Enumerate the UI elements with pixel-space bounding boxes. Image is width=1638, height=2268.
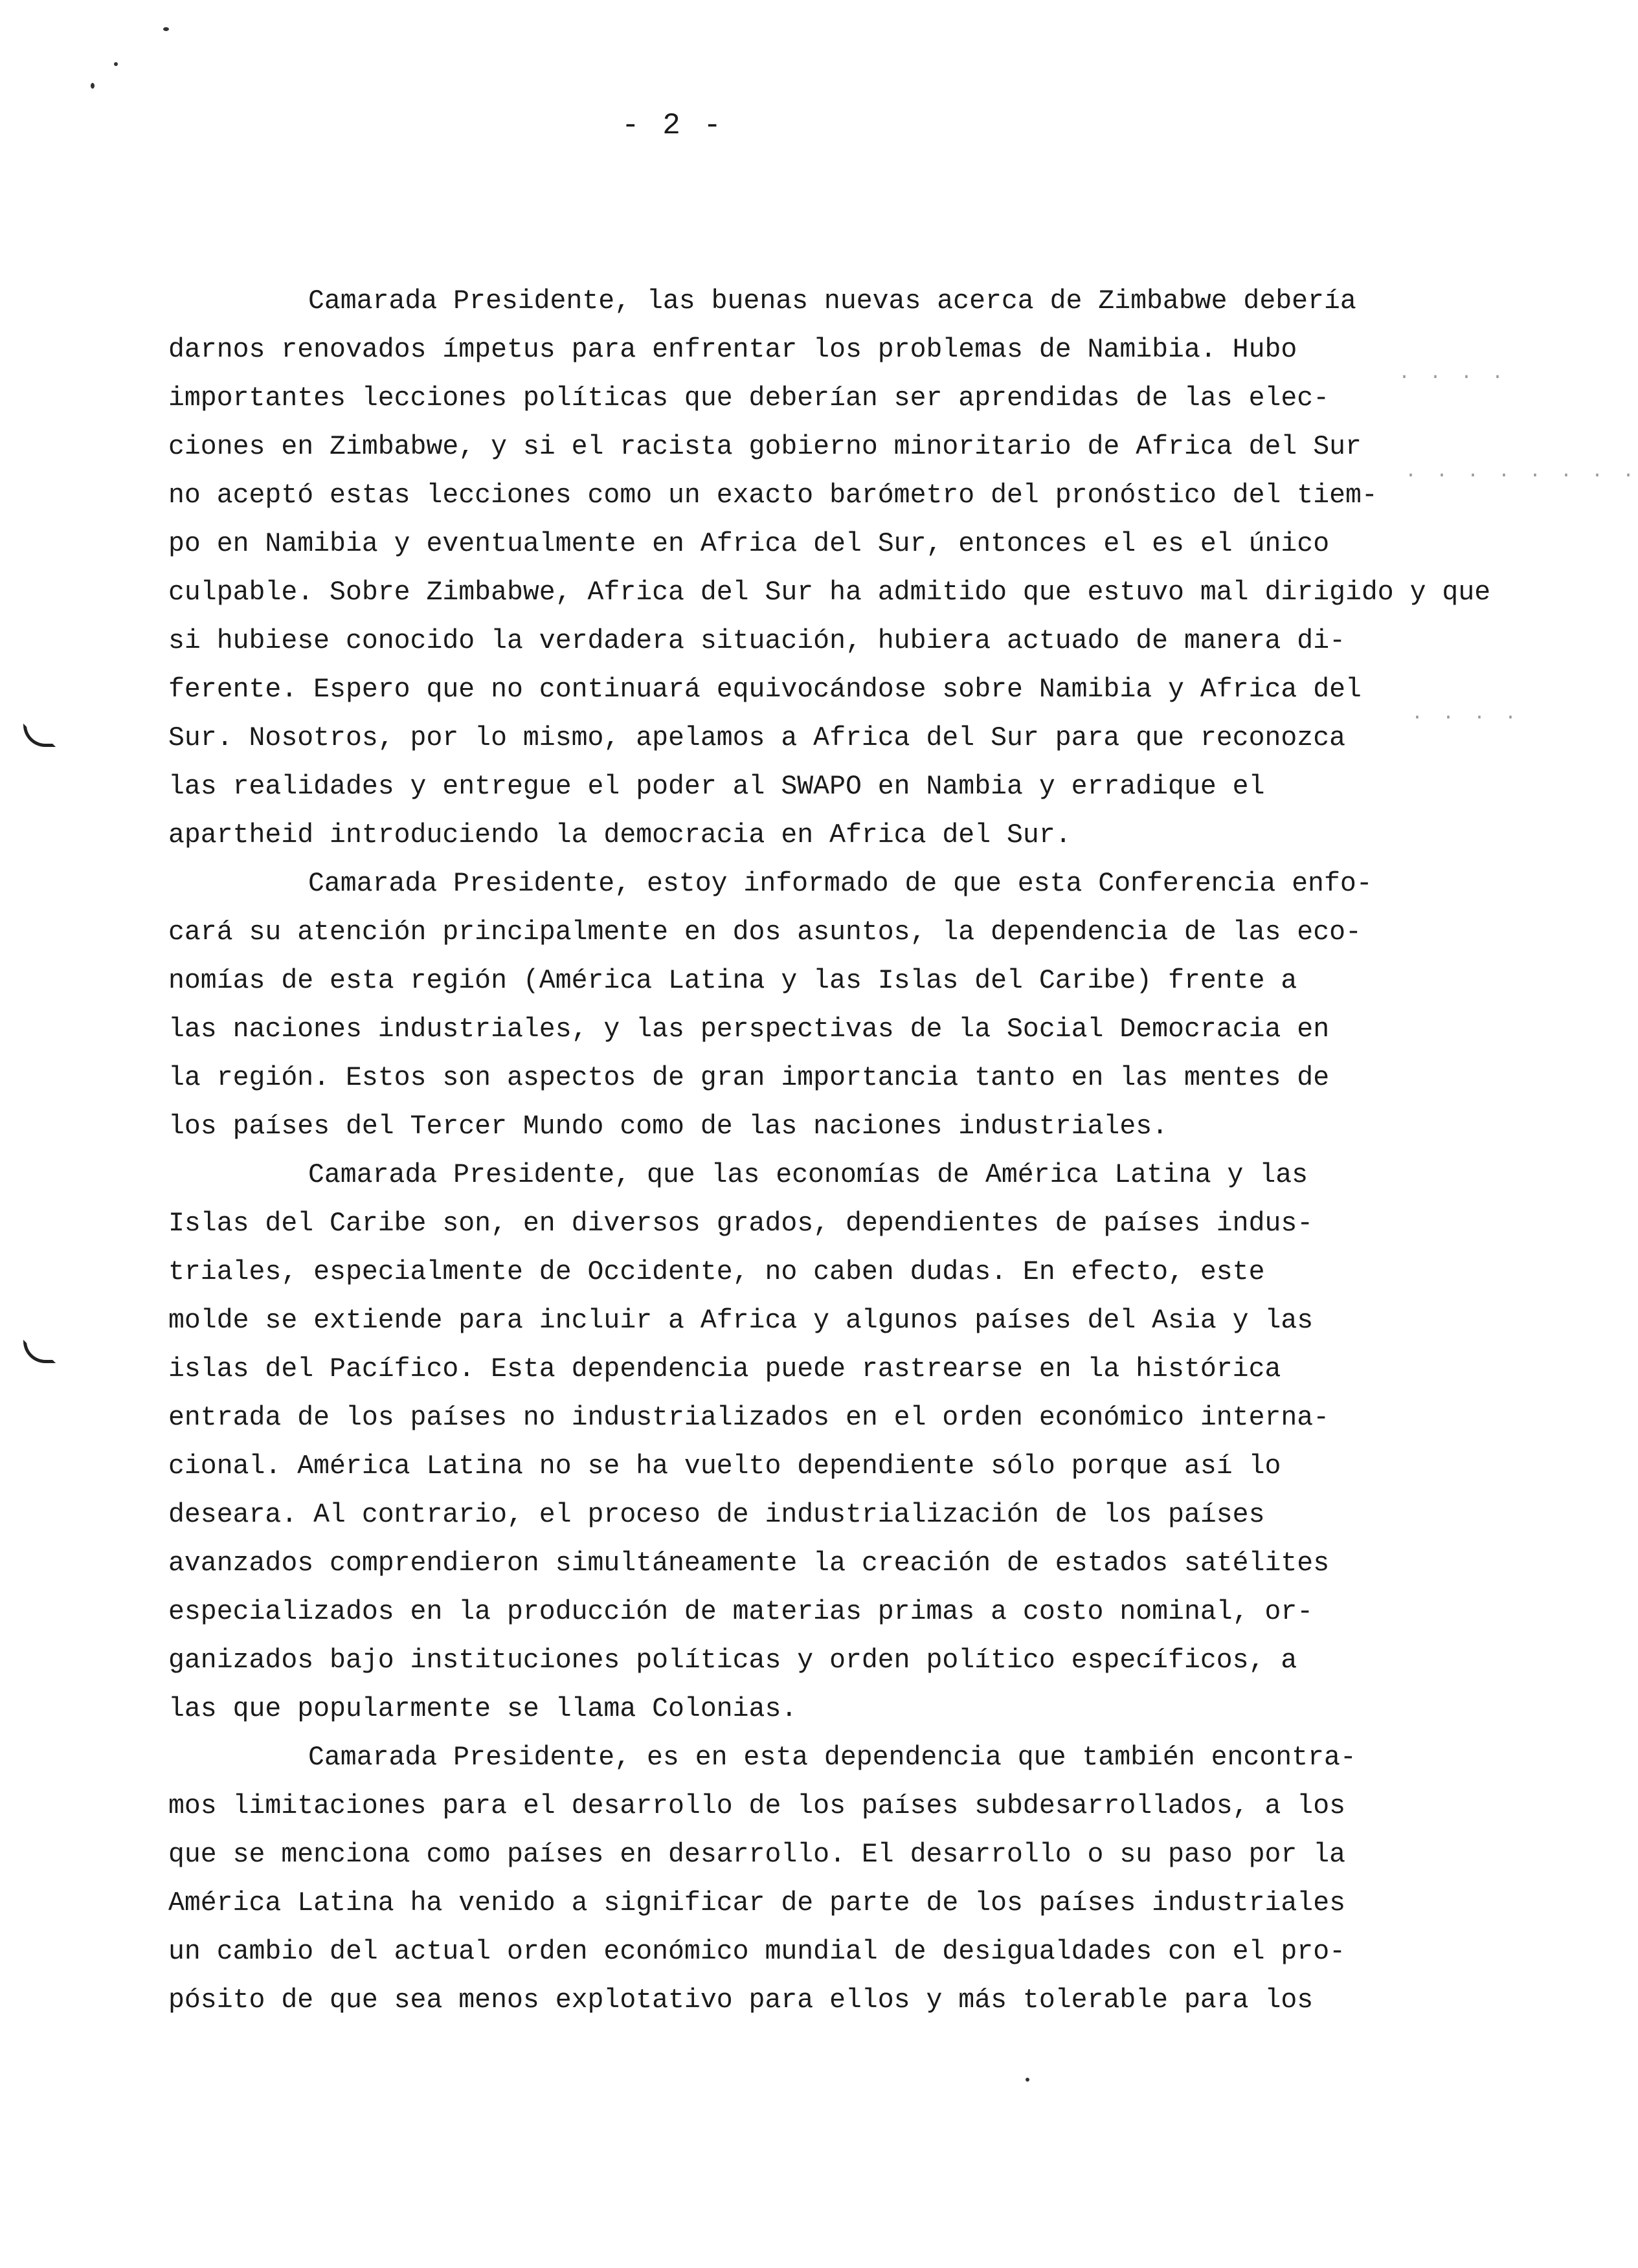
paragraph [168, 1151, 1502, 1733]
text-line: darnos renovados ímpetus para enfrentar los problemas de Namibia. Hubo [168, 335, 1297, 365]
text-line: especializados en la producción de materias primas a costo nominal, or- [168, 1597, 1314, 1627]
text-line: América Latina ha venido a significar de parte de los países industriales [168, 1888, 1345, 1918]
scan-speck [91, 83, 95, 89]
text-line: mos limitaciones para el desarrollo de los países subdesarrollados, a los [168, 1791, 1345, 1821]
text-line: ganizados bajo instituciones políticas y orden político específicos, a [168, 1645, 1297, 1676]
text-line: Camarada Presidente, estoy informado de que esta Conferencia enfo- [308, 869, 1373, 899]
text-line: cará su atención principalmente en dos asuntos, la dependencia de las eco- [168, 917, 1362, 948]
margin-dots: . . . . [1398, 362, 1508, 384]
text-line: importantes lecciones políticas que deberían ser aprendidas de las elec- [168, 383, 1330, 414]
text-line: ferente. Espero que no continuará equivocándose sobre Namibia y Africa del [168, 674, 1362, 705]
text-line: culpable. Sobre Zimbabwe, Africa del Sur ha admitido que estuvo mal dirigido y que [168, 577, 1491, 608]
text-line: islas del Pacífico. Esta dependencia puede rastrearse en la histórica [168, 1354, 1281, 1384]
text-line: un cambio del actual orden económico mundial de desigualdades con el pro- [168, 1937, 1345, 1967]
text-line: si hubiese conocido la verdadera situación, hubiera actuado de manera di- [168, 626, 1345, 656]
text-line: las que popularmente se llama Colonias. [168, 1694, 798, 1724]
margin-dots: . . . . [1411, 703, 1521, 725]
text-line: avanzados comprendieron simultáneamente la creación de estados satélites [168, 1548, 1330, 1579]
text-line: no aceptó estas lecciones como un exacto barómetro del pronóstico del tiem- [168, 480, 1378, 511]
paragraph [168, 860, 1502, 1151]
text-line: Sur. Nosotros, por lo mismo, apelamos a Africa del Sur para que reconozca [168, 723, 1345, 753]
text-line: apartheid introduciendo la democracia en Africa del Sur. [168, 820, 1071, 850]
page-number: - 2 - [622, 109, 724, 142]
text-line: que se menciona como países en desarrollo. El desarrollo o su paso por la [168, 1840, 1345, 1870]
text-line: Camarada Presidente, es en esta dependencia que también encontra- [308, 1742, 1356, 1773]
punch-hole-mark [23, 724, 56, 747]
text-line: los países del Tercer Mundo como de las naciones industriales. [168, 1111, 1169, 1142]
body-text [168, 277, 1502, 2025]
text-line: Islas del Caribe son, en diversos grados, dependientes de países indus- [168, 1208, 1314, 1239]
margin-dots: . . . . . . . . [1405, 461, 1638, 483]
text-line: deseara. Al contrario, el proceso de industrialización de los países [168, 1500, 1265, 1530]
scan-speck [1026, 2078, 1029, 2082]
text-line: ciones en Zimbabwe, y si el racista gobierno minoritario de Africa del Sur [168, 432, 1362, 462]
paragraph [168, 277, 1502, 860]
text-line: las realidades y entregue el poder al SWAPO en Nambia y erradique el [168, 772, 1265, 802]
text-line: la región. Estos son aspectos de gran importancia tanto en las mentes de [168, 1063, 1330, 1093]
text-line: po en Namibia y eventualmente en Africa del Sur, entonces el es el único [168, 529, 1330, 559]
text-line: entrada de los países no industrializados en el orden económico interna- [168, 1403, 1330, 1433]
paragraph [168, 1733, 1502, 2025]
text-line: molde se extiende para incluir a Africa y algunos países del Asia y las [168, 1306, 1314, 1336]
text-line: Camarada Presidente, las buenas nuevas acerca de Zimbabwe debería [308, 286, 1356, 317]
text-line: pósito de que sea menos explotativo para ellos y más tolerable para los [168, 1985, 1314, 2016]
text-line: triales, especialmente de Occidente, no caben dudas. En efecto, este [168, 1257, 1265, 1287]
scan-speck [114, 62, 118, 66]
text-line: Camarada Presidente, que las economías de América Latina y las [308, 1160, 1308, 1190]
text-line: nomías de esta región (América Latina y las Islas del Caribe) frente a [168, 966, 1297, 996]
punch-hole-mark [23, 1340, 56, 1363]
text-line: cional. América Latina no se ha vuelto dependiente sólo porque así lo [168, 1451, 1281, 1482]
scan-speck [163, 27, 169, 31]
text-line: las naciones industriales, y las perspectivas de la Social Democracia en [168, 1014, 1330, 1045]
